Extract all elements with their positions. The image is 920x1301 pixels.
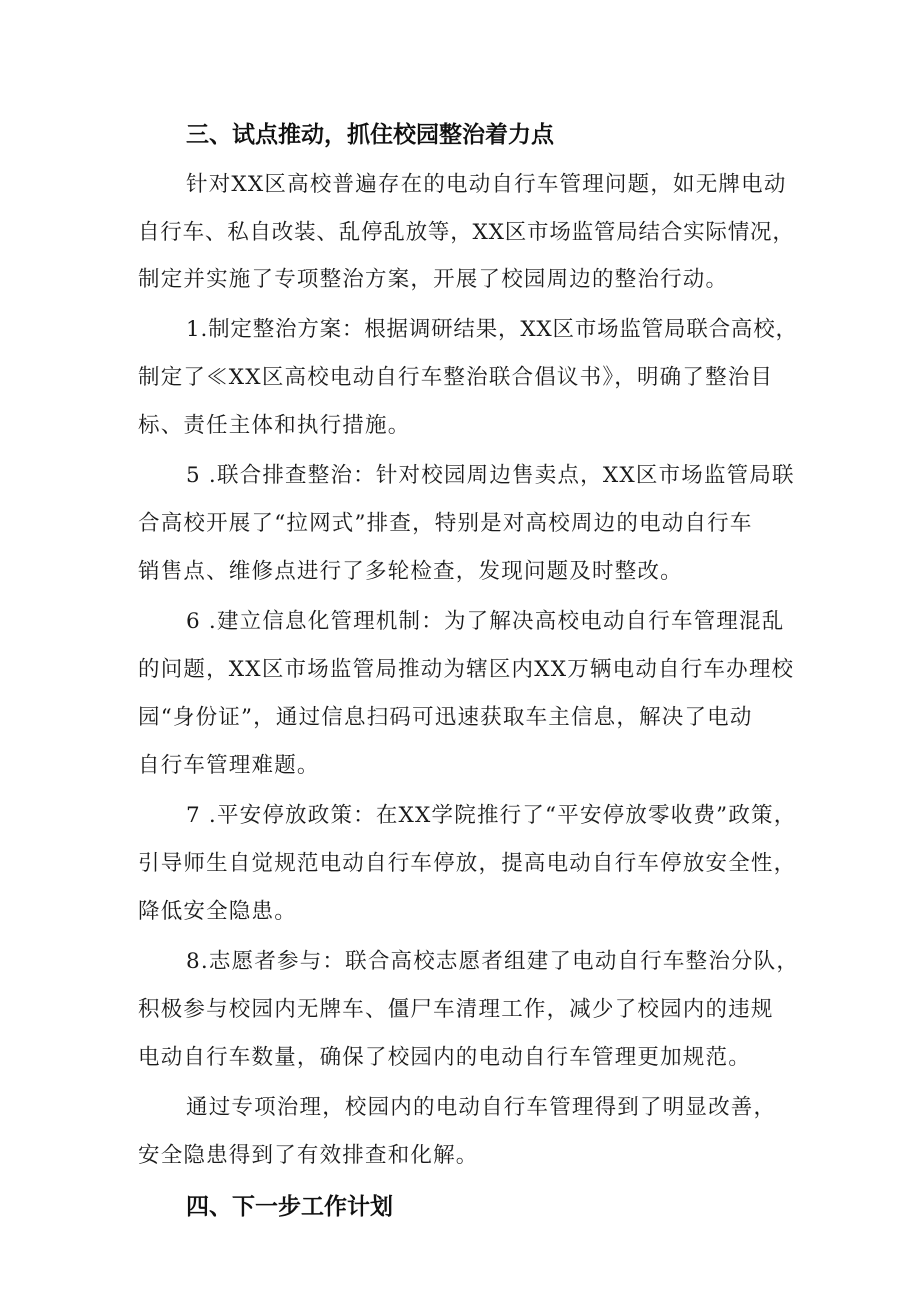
- item-1-line-2: 制定了≪XX区高校电动自行车整治联合倡议书》，明确了整治目: [138, 365, 774, 390]
- item-6-line-1: 6 .建立信息化管理机制：为了解决高校电动自行车管理混乱: [186, 609, 785, 634]
- intro-line-2: 自行车、私自改装、乱停乱放等，XX区市场监管局结合实际情况，: [138, 220, 795, 245]
- section-heading-3: 三、试点推动，抓住校园整治着力点: [186, 122, 554, 148]
- item-7-line-1: 7 .平安停放政策：在XX学院推行了“平安停放零收费”政策，: [186, 803, 797, 828]
- item-8-line-3: 电动自行车数量，确保了校园内的电动自行车管理更加规范。: [138, 1045, 751, 1070]
- item-5-line-3: 销售点、维修点进行了多轮检查，发现问题及时整改。: [138, 559, 683, 584]
- section-heading-4: 四、下一步工作计划: [186, 1194, 393, 1220]
- intro-line-1: 针对XX区高校普遍存在的电动自行车管理问题，如无牌电动: [186, 172, 787, 197]
- item-1-line-1: 1.制定整治方案：根据调研结果，XX区市场监管局联合高校，: [186, 317, 798, 342]
- item-6-line-4: 自行车管理难题。: [138, 753, 320, 778]
- summary-line-2: 安全隐患得到了有效排查和化解。: [138, 1143, 479, 1168]
- item-1-line-3: 标、责任主体和执行措施。: [138, 413, 411, 438]
- intro-line-3: 制定并实施了专项整治方案，开展了校园周边的整治行动。: [138, 267, 729, 292]
- item-5-line-2: 合高校开展了“拉网式”排查，特别是对高校周边的电动自行车: [138, 511, 753, 536]
- item-7-line-2: 引导师生自觉规范电动自行车停放，提高电动自行车停放安全性，: [138, 851, 797, 876]
- item-6-line-2: 的问题，XX区市场监管局推动为辖区内XX万辆电动自行车办理校: [138, 657, 795, 682]
- item-6-line-3: 园“身份证”，通过信息扫码可迅速获取车主信息，解决了电动: [138, 705, 753, 730]
- item-5-line-1: 5 .联合排查整治：针对校园周边售卖点，XX区市场监管局联: [186, 463, 795, 488]
- item-8-line-2: 积极参与校园内无牌车、僵尸车清理工作，减少了校园内的违规: [138, 997, 774, 1022]
- item-7-line-3: 降低安全隐患。: [138, 899, 297, 924]
- item-8-line-1: 8.志愿者参与：联合高校志愿者组建了电动自行车整治分队，: [186, 949, 800, 974]
- summary-line-1: 通过专项治理，校园内的电动自行车管理得到了明显改善，: [186, 1095, 777, 1120]
